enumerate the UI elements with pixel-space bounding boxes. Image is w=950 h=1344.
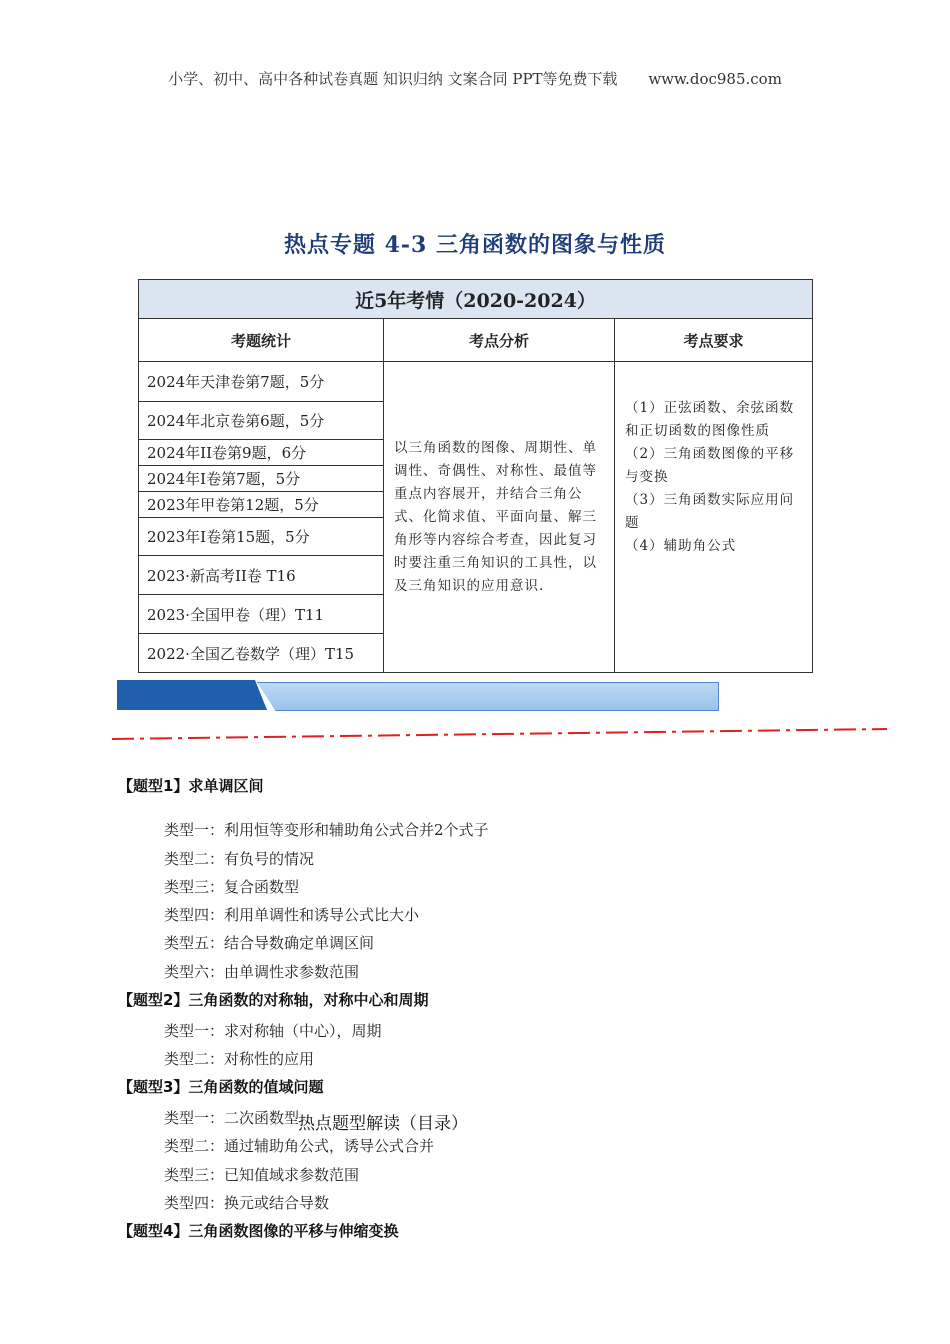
page-title: 热点专题 4-3 三角函数的图象与性质 <box>283 232 667 258</box>
toc-item[interactable]: 类型一：利用恒等变形和辅助角公式合并2个式子 <box>164 821 489 839</box>
section-banner-tab <box>117 680 267 710</box>
toc-item[interactable]: 类型二：通过辅助角公式，诱导公式合并 <box>164 1137 435 1155</box>
page-header <box>0 68 950 89</box>
column-header-stats: 考题统计 <box>139 319 384 362</box>
stats-row: 2024年I卷第7题，5分 <box>139 466 384 492</box>
stats-row: 2023年甲卷第12题，5分 <box>139 492 384 518</box>
stats-row: 2022·全国乙卷数学（理）T15 <box>139 634 384 673</box>
toc-section-title[interactable]: 【题型4】三角函数图像的平移与伸缩变换 <box>118 1222 399 1240</box>
toc-item[interactable]: 类型四：换元或结合导数 <box>164 1194 330 1212</box>
toc-section-title[interactable]: 【题型2】三角函数的对称轴，对称中心和周期 <box>118 991 429 1009</box>
header-url[interactable]: www.doc985.com <box>648 70 782 88</box>
stats-row: 2023·全国甲卷（理）T11 <box>139 595 384 634</box>
stats-row: 2024年天津卷第7题，5分 <box>139 362 384 402</box>
requirement-item: （2）三角函数图像的平移与变换 <box>625 445 795 485</box>
requirements-cell <box>615 362 813 673</box>
requirement-item: （1）正弦函数、余弦函数和正切函数的图像性质 <box>625 399 795 439</box>
toc-item[interactable]: 类型一：二次函数型 <box>164 1109 300 1127</box>
stats-row: 2024年II卷第9题，6分 <box>139 440 384 466</box>
column-header-analysis: 考点分析 <box>384 319 615 362</box>
analysis-cell: 以三角函数的图像、周期性、单调性、奇偶性、对称性、最值等重点内容展开，并结合三角公式、化简求值、平面向量、解三角形等内容综合考查，因此复习时要注重三角知识的工具性，以及三角知识的应用意识. <box>384 362 615 673</box>
exam-stats-table <box>138 279 813 673</box>
toc-item[interactable]: 类型二：有负号的情况 <box>164 850 315 868</box>
toc-item[interactable]: 类型六：由单调性求参数范围 <box>164 963 360 981</box>
toc-item[interactable]: 类型四：利用单调性和诱导公式比大小 <box>164 906 420 924</box>
toc-item[interactable]: 类型一：求对称轴（中心），周期 <box>164 1022 382 1040</box>
header-ad-text: 小学、初中、高中各种试卷真题 知识归纳 文案合同 PPT等免费下载 <box>168 70 618 88</box>
stats-row: 2023·新高考II卷 T16 <box>139 556 384 595</box>
toc-item[interactable]: 类型二：对称性的应用 <box>164 1050 315 1068</box>
column-header-requirements: 考点要求 <box>615 319 813 362</box>
toc-item[interactable]: 类型五：结合导数确定单调区间 <box>164 934 375 952</box>
toc-item[interactable]: 类型三：复合函数型 <box>164 878 300 896</box>
red-dashed-divider <box>112 727 887 741</box>
stats-row: 2023年I卷第15题，5分 <box>139 518 384 556</box>
stats-row: 2024年北京卷第6题，5分 <box>139 402 384 440</box>
toc-heading-overlay: 热点题型解读（目录） <box>298 1114 468 1134</box>
requirement-item: （3）三角函数实际应用问题 <box>625 491 795 531</box>
toc-item[interactable]: 类型三：已知值域求参数范围 <box>164 1166 360 1184</box>
table-caption: 近5年考情（2020-2024） <box>139 280 813 319</box>
requirement-item: （4）辅助角公式 <box>625 537 737 554</box>
section-banner-bar <box>257 682 719 711</box>
toc-section-title[interactable]: 【题型1】求单调区间 <box>118 777 264 795</box>
toc-section-title[interactable]: 【题型3】三角函数的值域问题 <box>118 1078 324 1096</box>
